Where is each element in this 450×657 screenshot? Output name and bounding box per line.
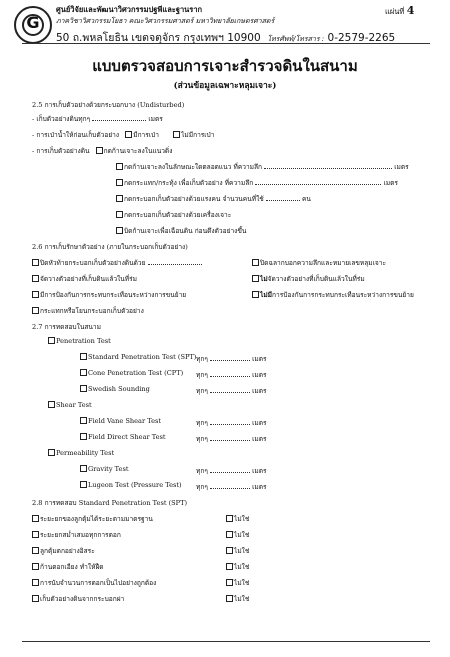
protect-row: มีการป้องกันการกระทบกระเทือนระหว่างการขนย้าย [32, 289, 186, 300]
shear-test-checkbox[interactable] [48, 401, 55, 408]
spt-check-no: ไม่ใช่ [226, 593, 249, 604]
spt-check-no-checkbox[interactable] [226, 579, 233, 586]
spt-check-checkbox[interactable] [32, 563, 39, 570]
spt-interval: ทุกๆ เมตร [196, 355, 267, 363]
hammer-depth-field[interactable] [255, 178, 381, 185]
cpt-row: Cone Penetration Test (CPT) [80, 369, 183, 377]
gravity-checkbox[interactable] [80, 465, 87, 472]
lugeon-interval-field[interactable] [210, 482, 250, 489]
push-depth-field[interactable] [264, 162, 392, 169]
swedish-interval: ทุกๆ เมตร [196, 387, 267, 395]
spt-check-no-checkbox[interactable] [226, 547, 233, 554]
spt-check-no: ไม่ใช่ [226, 577, 249, 588]
spt-checkbox[interactable] [80, 353, 87, 360]
sampling-method-row: - การเก็บตัวอย่างดิน กดก้านเจาะลงในแนวดิ่ง [32, 147, 173, 155]
no-shade-checkbox[interactable] [252, 275, 259, 282]
section-2-6-heading: 2.6 การเก็บรักษาตัวอย่าง (ภายในกระบอกเก็บตัวอย่าง) [32, 243, 188, 251]
penetration-test-checkbox[interactable] [48, 337, 55, 344]
fvst-interval-field[interactable] [210, 418, 250, 425]
seal-material-field[interactable] [148, 258, 202, 265]
throw-row: กระแทกหรือโยนกระบอกเก็บตัวอย่าง [32, 305, 144, 316]
flush-yes-checkbox[interactable] [125, 131, 132, 138]
shade-checkbox[interactable] [32, 275, 39, 282]
fvst-interval: ทุกๆ เมตร [196, 419, 267, 427]
rig-push-checkbox[interactable] [116, 211, 123, 218]
cpt-interval-field[interactable] [210, 370, 250, 377]
continuous-push-checkbox[interactable] [116, 163, 123, 170]
flush-no-checkbox[interactable] [173, 131, 180, 138]
fdst-interval-field[interactable] [210, 434, 250, 441]
gravity-row: Gravity Test [80, 465, 128, 473]
spt-check-row: ระยะยกของลูกตุ้มได้ระยะตามมาตรฐาน [32, 513, 153, 524]
rig-push-row: กดกระบอกเก็บตัวอย่างด้วยเครื่องเจาะ [116, 209, 231, 220]
spt-check-checkbox[interactable] [32, 515, 39, 522]
spt-interval-field[interactable] [210, 354, 250, 361]
header-divider [22, 43, 430, 44]
spt-check-row: การนับจำนวนการตอกเป็นไปอย่างถูกต้อง [32, 577, 156, 588]
spt-check-no: ไม่ใช่ [226, 513, 249, 524]
push-depth-row: กดก้านเจาะลงในลักษณะใดตลอดแนว ที่ความลึก เมตร [116, 161, 409, 172]
sampling-interval-field[interactable] [92, 114, 146, 121]
manual-push-checkbox[interactable] [116, 195, 123, 202]
lugeon-interval: ทุกๆ เมตร [196, 483, 267, 491]
no-protect-row: ไม่มีการป้องกันการกระทบกระเทือนระหว่างการขนย้าย [252, 289, 414, 300]
spt-check-no-checkbox[interactable] [226, 515, 233, 522]
shear-test-row: Shear Test [48, 401, 92, 409]
spt-check-no: ไม่ใช่ [226, 545, 249, 556]
spt-check-row: ก้านตอกเอียง ทำให้ฝืด [32, 561, 104, 572]
worker-count-field[interactable] [266, 194, 300, 201]
spt-check-row: ลูกตุ้มตกอย่างอิสระ [32, 545, 95, 556]
spt-check-checkbox[interactable] [32, 547, 39, 554]
penetration-test-row: Penetration Test [48, 337, 111, 345]
lugeon-checkbox[interactable] [80, 481, 87, 488]
twist-row: บิดก้านเจาะเพื่อเฉือนดิน ก่อนดึงตัวอย่างขึ้น [116, 225, 246, 236]
no-shade-row: ไม่จัดวางตัวอย่างที่เก็บดินแล้วในที่ร่ม [252, 273, 365, 284]
fdst-checkbox[interactable] [80, 433, 87, 440]
spt-check-no: ไม่ใช่ [226, 529, 249, 540]
cpt-interval: ทุกๆ เมตร [196, 371, 267, 379]
vertical-push-checkbox[interactable] [96, 147, 103, 154]
spt-check-no-checkbox[interactable] [226, 563, 233, 570]
seal-ends-checkbox[interactable] [32, 259, 39, 266]
page-number: แผ่นที่ 4 [385, 4, 415, 17]
gravity-interval: ทุกๆ เมตร [196, 467, 267, 475]
footer-divider [22, 641, 430, 642]
fvst-checkbox[interactable] [80, 417, 87, 424]
label-row: ปิดฉลากบอกความลึกและหมายเลขหลุมเจาะ [252, 257, 386, 268]
form-title: แบบตรวจสอบการเจาะสำรวจดินในสนาม [92, 57, 358, 75]
spt-check-no: ไม่ใช่ [226, 561, 249, 572]
swedish-row: Swedish Sounding [80, 385, 150, 393]
swedish-interval-field[interactable] [210, 386, 250, 393]
cpt-checkbox[interactable] [80, 369, 87, 376]
spt-check-no-checkbox[interactable] [226, 531, 233, 538]
spt-row: Standard Penetration Test (SPT) [80, 353, 196, 361]
spt-check-no-checkbox[interactable] [226, 595, 233, 602]
spt-check-checkbox[interactable] [32, 595, 39, 602]
gravity-interval-field[interactable] [210, 466, 250, 473]
swedish-checkbox[interactable] [80, 385, 87, 392]
section-2-8-heading: 2.8 การทดสอบ Standard Penetration Test (SPT) [32, 499, 188, 507]
header-center-name: ศูนย์วิจัยและพัฒนาวิศวกรรมปฐพีและฐานราก [56, 5, 203, 14]
fdst-row: Field Direct Shear Test [80, 433, 166, 441]
section-2-7-heading: 2.7 การทดสอบในสนาม [32, 323, 101, 331]
label-checkbox[interactable] [252, 259, 259, 266]
no-protect-checkbox[interactable] [252, 291, 259, 298]
spt-check-row: ระยะยกสม่ำเสมอทุกการตอก [32, 529, 121, 540]
spt-check-row: เก็บตัวอย่างดินจากกระบอกผ่า [32, 593, 124, 604]
spt-check-checkbox[interactable] [32, 579, 39, 586]
manual-push-row: กดกระบอกเก็บตัวอย่างด้วยแรงคน จำนวนคนที่ใช้ คน [116, 193, 311, 204]
hammer-depth-row: กดกระแทก/กระทุ้ง เพื่อเก็บตัวอย่าง ที่ความลึก เมตร [116, 177, 398, 188]
form-subtitle: (ส่วนข้อมูลเฉพาะหลุมเจาะ) [173, 81, 277, 91]
lugeon-row: Lugeon Test (Pressure Test) [80, 481, 182, 489]
fvst-row: Field Vane Shear Test [80, 417, 161, 425]
throw-checkbox[interactable] [32, 307, 39, 314]
university-logo: G [14, 6, 52, 44]
header-address: 50 ถ.พหลโยธิน เขตจตุจักร กรุงเทพฯ 10900 โทรศัพท์/โทรสาร : 0-2579-2265 [56, 32, 396, 44]
protect-checkbox[interactable] [32, 291, 39, 298]
twist-rod-checkbox[interactable] [116, 227, 123, 234]
header-department: ภาควิชาวิศวกรรมโยธา คณะวิศวกรรมศาสตร์ มหาวิทยาลัยเกษตรศาสตร์ [56, 17, 275, 25]
water-flush-row: - การเป่าน้ำให้ก่อนเก็บตัวอย่าง มีการเป่า ไม่มีการเป่า [32, 131, 215, 139]
permeability-test-row: Permeability Test [48, 449, 114, 457]
seal-row: ปิดหัวท้ายกระบอกเก็บตัวอย่างดินด้วย [32, 257, 202, 268]
fdst-interval: ทุกๆ เมตร [196, 435, 267, 443]
shade-row: จัดวางตัวอย่างที่เก็บดินแล้วในที่ร่ม [32, 273, 137, 284]
permeability-test-checkbox[interactable] [48, 449, 55, 456]
spt-check-checkbox[interactable] [32, 531, 39, 538]
section-2-5-heading: 2.5 การเก็บตัวอย่างด้วยกระบอกบาง (Undisturbed) [32, 101, 185, 109]
sampling-interval-row: - เก็บตัวอย่างดินทุกๆ เมตร [32, 115, 163, 123]
hammer-push-checkbox[interactable] [116, 179, 123, 186]
